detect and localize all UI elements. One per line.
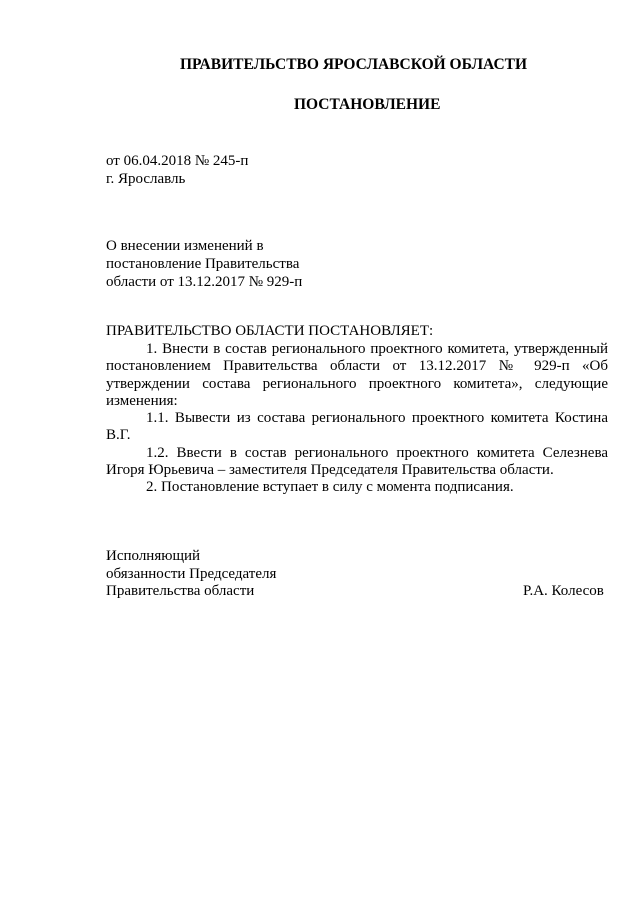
item-2: 2. Постановление вступает в силу с момента подписания. — [146, 479, 514, 496]
signatory-position-line: обязанности Председателя — [106, 565, 277, 582]
signatory-name: Р.А. Колесов — [523, 583, 604, 599]
subject-block — [106, 237, 302, 291]
item-1-2: 1.2. Ввести в состав регионального проектного комитета Селезнева Игоря Юрьевича – заместителя Председателя Правительства области. — [106, 444, 608, 479]
city: г. Ярославль — [106, 171, 186, 187]
date-number: от 06.04.2018 № 245-п — [106, 153, 249, 169]
government-name: ПРАВИТЕЛЬСТВО ЯРОСЛАВСКОЙ ОБЛАСТИ — [180, 56, 528, 73]
item-1-1: 1.1. Вывести из состава регионального проектного комитета Костина В.Г. — [106, 410, 608, 444]
decree-caption: ПРАВИТЕЛЬСТВО ОБЛАСТИ ПОСТАНОВЛЯЕТ: — [106, 323, 434, 339]
signatory-position — [106, 548, 276, 601]
item-1: 1. Внести в состав регионального проектного комитета, утвержденный постановлением Правительства области от 13.12.2017 № 929-п «Об утверждении состава регионального проектного комитета», следующие изменения: — [106, 341, 608, 409]
document-type-title: ПОСТАНОВЛЕНИЕ — [294, 96, 441, 113]
decree-body — [106, 341, 608, 497]
signatory-position-line: Правительства области — [106, 583, 255, 599]
signatory-position-line: Исполняющий — [106, 548, 201, 564]
subject-line: постановление Правительства — [106, 256, 300, 272]
date-block — [106, 152, 248, 188]
subject-line: области от 13.12.2017 № 929-п — [106, 274, 303, 290]
subject-line: О внесении изменений в — [106, 238, 264, 254]
